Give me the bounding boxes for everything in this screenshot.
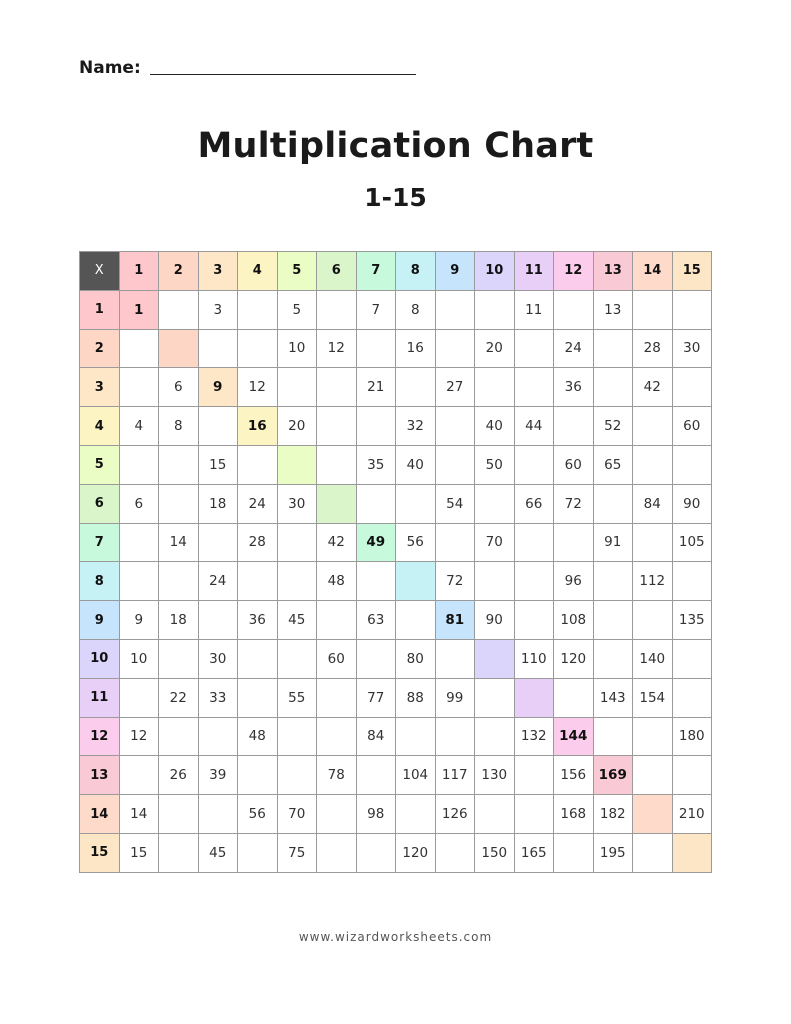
diagonal-cell[interactable]: 9 xyxy=(198,368,238,407)
product-cell[interactable] xyxy=(356,484,396,523)
product-cell[interactable]: 165 xyxy=(514,833,554,872)
product-cell[interactable]: 60 xyxy=(317,639,357,678)
table-row xyxy=(80,290,712,329)
product-cell[interactable]: 154 xyxy=(633,678,673,717)
product-cell[interactable] xyxy=(593,562,633,601)
table-row xyxy=(80,795,712,834)
product-cell[interactable] xyxy=(633,717,673,756)
product-cell[interactable] xyxy=(238,756,278,795)
column-header-10: 10 xyxy=(475,252,515,291)
row-header-11: 11 xyxy=(80,678,120,717)
product-cell[interactable]: 15 xyxy=(198,445,238,484)
diagonal-cell[interactable] xyxy=(396,562,436,601)
product-cell[interactable]: 9 xyxy=(119,601,159,640)
product-cell[interactable] xyxy=(672,290,712,329)
product-cell[interactable] xyxy=(238,290,278,329)
product-cell[interactable]: 48 xyxy=(317,562,357,601)
product-cell[interactable] xyxy=(238,562,278,601)
column-header-14: 14 xyxy=(633,252,673,291)
product-cell[interactable]: 30 xyxy=(277,484,317,523)
product-cell[interactable]: 22 xyxy=(159,678,199,717)
product-cell[interactable] xyxy=(119,678,159,717)
product-cell[interactable] xyxy=(396,717,436,756)
product-cell[interactable] xyxy=(514,445,554,484)
product-cell[interactable]: 180 xyxy=(672,717,712,756)
product-cell[interactable]: 5 xyxy=(277,290,317,329)
product-cell[interactable]: 15 xyxy=(119,833,159,872)
product-cell[interactable]: 112 xyxy=(633,562,673,601)
product-cell[interactable]: 120 xyxy=(396,833,436,872)
product-cell[interactable] xyxy=(593,329,633,368)
product-cell[interactable]: 72 xyxy=(554,484,594,523)
column-header-9: 9 xyxy=(435,252,475,291)
product-cell[interactable]: 78 xyxy=(317,756,357,795)
table-row xyxy=(80,678,712,717)
product-cell[interactable]: 120 xyxy=(554,639,594,678)
row-header-1: 1 xyxy=(80,290,120,329)
product-cell[interactable]: 42 xyxy=(633,368,673,407)
row-header-9: 9 xyxy=(80,601,120,640)
diagonal-cell[interactable] xyxy=(317,484,357,523)
product-cell[interactable]: 20 xyxy=(475,329,515,368)
product-cell[interactable] xyxy=(633,407,673,446)
product-cell[interactable] xyxy=(317,368,357,407)
product-cell[interactable]: 11 xyxy=(514,290,554,329)
product-cell[interactable]: 135 xyxy=(672,601,712,640)
product-cell[interactable]: 210 xyxy=(672,795,712,834)
product-cell[interactable]: 70 xyxy=(277,795,317,834)
product-cell[interactable]: 117 xyxy=(435,756,475,795)
product-cell[interactable]: 42 xyxy=(317,523,357,562)
product-cell[interactable] xyxy=(159,562,199,601)
product-cell[interactable] xyxy=(435,833,475,872)
product-cell[interactable]: 80 xyxy=(396,639,436,678)
product-cell[interactable] xyxy=(593,368,633,407)
product-cell[interactable] xyxy=(356,407,396,446)
product-cell[interactable] xyxy=(317,601,357,640)
product-cell[interactable] xyxy=(514,329,554,368)
column-header-8: 8 xyxy=(396,252,436,291)
product-cell[interactable]: 105 xyxy=(672,523,712,562)
product-cell[interactable] xyxy=(435,445,475,484)
product-cell[interactable] xyxy=(633,601,673,640)
product-cell[interactable] xyxy=(119,445,159,484)
product-cell[interactable] xyxy=(159,833,199,872)
product-cell[interactable] xyxy=(633,523,673,562)
product-cell[interactable] xyxy=(317,290,357,329)
table-row xyxy=(80,523,712,562)
product-cell[interactable] xyxy=(475,717,515,756)
product-cell[interactable]: 104 xyxy=(396,756,436,795)
product-cell[interactable]: 13 xyxy=(593,290,633,329)
product-cell[interactable] xyxy=(554,290,594,329)
product-cell[interactable] xyxy=(593,639,633,678)
diagonal-cell[interactable]: 144 xyxy=(554,717,594,756)
column-header-2: 2 xyxy=(159,252,199,291)
row-header-4: 4 xyxy=(80,407,120,446)
product-cell[interactable] xyxy=(475,562,515,601)
product-cell[interactable] xyxy=(198,717,238,756)
product-cell[interactable] xyxy=(198,523,238,562)
product-cell[interactable] xyxy=(593,601,633,640)
diagonal-cell[interactable] xyxy=(159,329,199,368)
product-cell[interactable] xyxy=(356,756,396,795)
diagonal-cell[interactable]: 49 xyxy=(356,523,396,562)
product-cell[interactable]: 50 xyxy=(475,445,515,484)
product-cell[interactable] xyxy=(238,678,278,717)
product-cell[interactable]: 63 xyxy=(356,601,396,640)
column-header-13: 13 xyxy=(593,252,633,291)
diagonal-cell[interactable]: 81 xyxy=(435,601,475,640)
product-cell[interactable] xyxy=(514,795,554,834)
product-cell[interactable]: 28 xyxy=(633,329,673,368)
column-header-4: 4 xyxy=(238,252,278,291)
product-cell[interactable] xyxy=(159,290,199,329)
name-label: Name: xyxy=(79,58,141,78)
product-cell[interactable]: 10 xyxy=(119,639,159,678)
product-cell[interactable] xyxy=(238,329,278,368)
row-header-15: 15 xyxy=(80,833,120,872)
product-cell[interactable] xyxy=(277,523,317,562)
product-cell[interactable]: 66 xyxy=(514,484,554,523)
header-row xyxy=(80,252,712,291)
page-title: Multiplication Chart xyxy=(197,126,594,166)
row-header-6: 6 xyxy=(80,484,120,523)
product-cell[interactable]: 3 xyxy=(198,290,238,329)
product-cell[interactable]: 90 xyxy=(475,601,515,640)
product-cell[interactable]: 156 xyxy=(554,756,594,795)
product-cell[interactable] xyxy=(238,639,278,678)
page-subtitle: 1-15 xyxy=(364,183,427,212)
row-header-13: 13 xyxy=(80,756,120,795)
product-cell[interactable] xyxy=(396,368,436,407)
product-cell[interactable] xyxy=(475,678,515,717)
product-cell[interactable]: 56 xyxy=(396,523,436,562)
product-cell[interactable] xyxy=(317,717,357,756)
product-cell[interactable] xyxy=(277,368,317,407)
product-cell[interactable] xyxy=(633,833,673,872)
product-cell[interactable] xyxy=(435,717,475,756)
table-row xyxy=(80,368,712,407)
product-cell[interactable]: 10 xyxy=(277,329,317,368)
footer-website: www.wizardworksheets.com xyxy=(298,930,493,944)
product-cell[interactable] xyxy=(593,484,633,523)
diagonal-cell[interactable]: 16 xyxy=(238,407,278,446)
product-cell[interactable]: 126 xyxy=(435,795,475,834)
product-cell[interactable]: 8 xyxy=(159,407,199,446)
product-cell[interactable]: 45 xyxy=(277,601,317,640)
product-cell[interactable]: 96 xyxy=(554,562,594,601)
product-cell[interactable]: 84 xyxy=(356,717,396,756)
product-cell[interactable]: 65 xyxy=(593,445,633,484)
product-cell[interactable]: 40 xyxy=(396,445,436,484)
diagonal-cell[interactable] xyxy=(633,795,673,834)
product-cell[interactable]: 33 xyxy=(198,678,238,717)
product-cell[interactable] xyxy=(356,562,396,601)
product-cell[interactable] xyxy=(435,639,475,678)
product-cell[interactable] xyxy=(277,717,317,756)
row-header-5: 5 xyxy=(80,445,120,484)
column-header-7: 7 xyxy=(356,252,396,291)
product-cell[interactable]: 48 xyxy=(238,717,278,756)
product-cell[interactable] xyxy=(119,562,159,601)
table-row xyxy=(80,407,712,446)
table-row xyxy=(80,601,712,640)
row-header-14: 14 xyxy=(80,795,120,834)
product-cell[interactable] xyxy=(396,795,436,834)
product-cell[interactable]: 72 xyxy=(435,562,475,601)
product-cell[interactable]: 99 xyxy=(435,678,475,717)
diagonal-cell[interactable] xyxy=(672,833,712,872)
product-cell[interactable] xyxy=(119,523,159,562)
product-cell[interactable]: 14 xyxy=(159,523,199,562)
product-cell[interactable]: 84 xyxy=(633,484,673,523)
product-cell[interactable]: 27 xyxy=(435,368,475,407)
product-cell[interactable] xyxy=(356,833,396,872)
product-cell[interactable] xyxy=(119,368,159,407)
product-cell[interactable]: 110 xyxy=(514,639,554,678)
product-cell[interactable] xyxy=(396,601,436,640)
product-cell[interactable] xyxy=(435,407,475,446)
product-cell[interactable]: 12 xyxy=(317,329,357,368)
product-cell[interactable] xyxy=(554,523,594,562)
product-cell[interactable]: 75 xyxy=(277,833,317,872)
product-cell[interactable] xyxy=(238,445,278,484)
product-cell[interactable] xyxy=(475,795,515,834)
product-cell[interactable]: 90 xyxy=(672,484,712,523)
product-cell[interactable]: 8 xyxy=(396,290,436,329)
product-cell[interactable] xyxy=(159,795,199,834)
product-cell[interactable] xyxy=(317,407,357,446)
product-cell[interactable]: 52 xyxy=(593,407,633,446)
product-cell[interactable] xyxy=(277,639,317,678)
product-cell[interactable]: 18 xyxy=(198,484,238,523)
table-row xyxy=(80,756,712,795)
table-row xyxy=(80,329,712,368)
product-cell[interactable]: 40 xyxy=(475,407,515,446)
product-cell[interactable]: 6 xyxy=(159,368,199,407)
diagonal-cell[interactable]: 1 xyxy=(119,290,159,329)
row-header-3: 3 xyxy=(80,368,120,407)
product-cell[interactable] xyxy=(356,639,396,678)
product-cell[interactable]: 195 xyxy=(593,833,633,872)
product-cell[interactable] xyxy=(317,795,357,834)
product-cell[interactable] xyxy=(159,639,199,678)
product-cell[interactable]: 150 xyxy=(475,833,515,872)
row-header-2: 2 xyxy=(80,329,120,368)
product-cell[interactable]: 4 xyxy=(119,407,159,446)
product-cell[interactable] xyxy=(238,833,278,872)
product-cell[interactable]: 30 xyxy=(672,329,712,368)
product-cell[interactable]: 12 xyxy=(238,368,278,407)
product-cell[interactable] xyxy=(435,523,475,562)
product-cell[interactable] xyxy=(514,368,554,407)
product-cell[interactable]: 70 xyxy=(475,523,515,562)
product-cell[interactable] xyxy=(554,407,594,446)
diagonal-cell[interactable]: 169 xyxy=(593,756,633,795)
table-row xyxy=(80,639,712,678)
product-cell[interactable] xyxy=(475,290,515,329)
product-cell[interactable]: 140 xyxy=(633,639,673,678)
product-cell[interactable] xyxy=(672,445,712,484)
column-header-15: 15 xyxy=(672,252,712,291)
product-cell[interactable]: 18 xyxy=(159,601,199,640)
product-cell[interactable] xyxy=(119,756,159,795)
product-cell[interactable] xyxy=(356,329,396,368)
product-cell[interactable] xyxy=(554,678,594,717)
product-cell[interactable] xyxy=(593,717,633,756)
product-cell[interactable]: 21 xyxy=(356,368,396,407)
product-cell[interactable]: 24 xyxy=(554,329,594,368)
product-cell[interactable] xyxy=(317,833,357,872)
product-cell[interactable] xyxy=(198,795,238,834)
diagonal-cell[interactable] xyxy=(475,639,515,678)
product-cell[interactable] xyxy=(672,562,712,601)
column-header-5: 5 xyxy=(277,252,317,291)
product-cell[interactable] xyxy=(554,833,594,872)
product-cell[interactable] xyxy=(633,445,673,484)
product-cell[interactable]: 28 xyxy=(238,523,278,562)
product-cell[interactable]: 24 xyxy=(238,484,278,523)
product-cell[interactable] xyxy=(198,329,238,368)
table-row xyxy=(80,484,712,523)
product-cell[interactable]: 143 xyxy=(593,678,633,717)
product-cell[interactable] xyxy=(672,756,712,795)
product-cell[interactable]: 55 xyxy=(277,678,317,717)
product-cell[interactable]: 108 xyxy=(554,601,594,640)
product-cell[interactable]: 182 xyxy=(593,795,633,834)
product-cell[interactable] xyxy=(317,445,357,484)
product-cell[interactable] xyxy=(435,329,475,368)
product-cell[interactable]: 24 xyxy=(198,562,238,601)
product-cell[interactable] xyxy=(475,484,515,523)
product-cell[interactable]: 36 xyxy=(238,601,278,640)
product-cell[interactable]: 132 xyxy=(514,717,554,756)
table-row xyxy=(80,562,712,601)
product-cell[interactable]: 39 xyxy=(198,756,238,795)
product-cell[interactable] xyxy=(435,290,475,329)
column-header-6: 6 xyxy=(317,252,357,291)
product-cell[interactable]: 88 xyxy=(396,678,436,717)
product-cell[interactable]: 98 xyxy=(356,795,396,834)
name-row xyxy=(79,58,416,78)
row-header-10: 10 xyxy=(80,639,120,678)
diagonal-cell[interactable] xyxy=(277,445,317,484)
product-cell[interactable] xyxy=(277,562,317,601)
product-cell[interactable] xyxy=(159,717,199,756)
product-cell[interactable]: 7 xyxy=(356,290,396,329)
product-cell[interactable]: 16 xyxy=(396,329,436,368)
product-cell[interactable] xyxy=(514,562,554,601)
product-cell[interactable] xyxy=(396,484,436,523)
product-cell[interactable]: 35 xyxy=(356,445,396,484)
product-cell[interactable]: 14 xyxy=(119,795,159,834)
product-cell[interactable] xyxy=(119,329,159,368)
product-cell[interactable] xyxy=(198,601,238,640)
product-cell[interactable]: 45 xyxy=(198,833,238,872)
product-cell[interactable] xyxy=(514,756,554,795)
product-cell[interactable]: 60 xyxy=(554,445,594,484)
column-header-11: 11 xyxy=(514,252,554,291)
product-cell[interactable] xyxy=(672,639,712,678)
product-cell[interactable]: 91 xyxy=(593,523,633,562)
name-blank-line[interactable] xyxy=(150,74,416,75)
diagonal-cell[interactable] xyxy=(514,678,554,717)
product-cell[interactable] xyxy=(198,407,238,446)
product-cell[interactable] xyxy=(317,678,357,717)
product-cell[interactable]: 6 xyxy=(119,484,159,523)
product-cell[interactable]: 54 xyxy=(435,484,475,523)
product-cell[interactable]: 32 xyxy=(396,407,436,446)
product-cell[interactable]: 30 xyxy=(198,639,238,678)
column-header-12: 12 xyxy=(554,252,594,291)
product-cell[interactable]: 12 xyxy=(119,717,159,756)
product-cell[interactable]: 60 xyxy=(672,407,712,446)
table-row xyxy=(80,833,712,872)
row-header-7: 7 xyxy=(80,523,120,562)
product-cell[interactable]: 168 xyxy=(554,795,594,834)
product-cell[interactable]: 56 xyxy=(238,795,278,834)
product-cell[interactable] xyxy=(633,756,673,795)
product-cell[interactable] xyxy=(672,368,712,407)
product-cell[interactable] xyxy=(277,756,317,795)
product-cell[interactable]: 36 xyxy=(554,368,594,407)
product-cell[interactable]: 44 xyxy=(514,407,554,446)
product-cell[interactable] xyxy=(475,368,515,407)
column-header-1: 1 xyxy=(119,252,159,291)
product-cell[interactable] xyxy=(672,678,712,717)
product-cell[interactable]: 20 xyxy=(277,407,317,446)
multiplication-table xyxy=(79,251,712,873)
product-cell[interactable]: 77 xyxy=(356,678,396,717)
product-cell[interactable] xyxy=(514,523,554,562)
corner-cell: X xyxy=(80,252,120,291)
row-header-8: 8 xyxy=(80,562,120,601)
column-header-3: 3 xyxy=(198,252,238,291)
row-header-12: 12 xyxy=(80,717,120,756)
product-cell[interactable] xyxy=(633,290,673,329)
product-cell[interactable] xyxy=(159,484,199,523)
table-row xyxy=(80,445,712,484)
table-row xyxy=(80,717,712,756)
product-cell[interactable]: 26 xyxy=(159,756,199,795)
product-cell[interactable]: 130 xyxy=(475,756,515,795)
product-cell[interactable] xyxy=(159,445,199,484)
product-cell[interactable] xyxy=(514,601,554,640)
